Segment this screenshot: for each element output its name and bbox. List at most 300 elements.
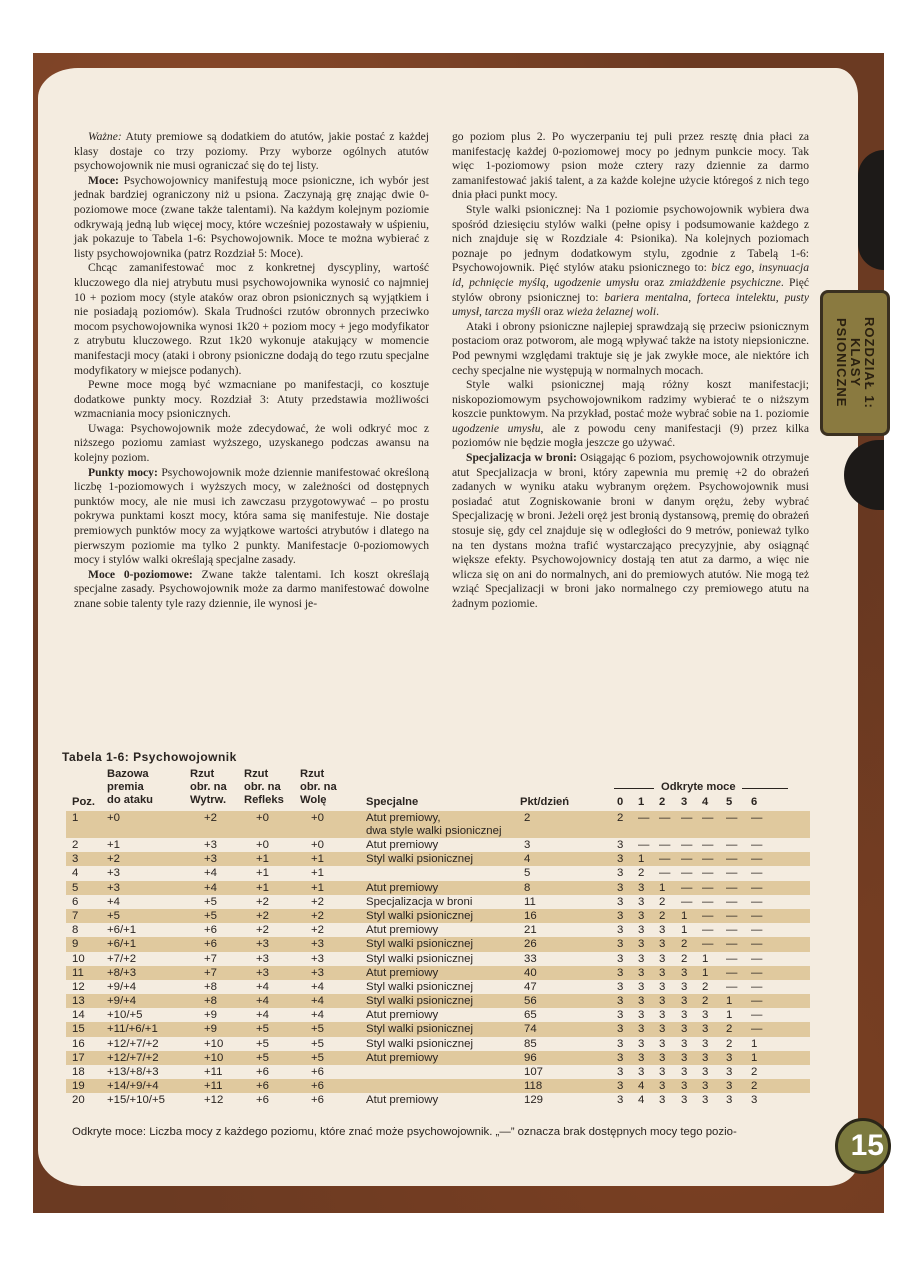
cell-ref: +3 [256,938,269,951]
cell-power-count: 3 [617,881,624,894]
table-row [66,1022,810,1036]
cell-poz: 19 [72,1080,85,1093]
cell-power-count: 3 [702,1094,709,1107]
cell-power-count: 3 [659,980,666,993]
cell-power-count: 3 [617,966,624,979]
header-power-level: 3 [681,796,688,808]
cell-special: Styl walki psionicznej [366,952,473,965]
right-text-column [452,130,809,612]
cell-power-count: 1 [726,1009,733,1022]
table-row [66,1065,810,1079]
cell-power-count: 3 [638,966,645,979]
header-power-level: 4 [702,796,709,808]
paragraph-text: Psychowojownik może dziennie manifestować określoną liczbę 1-poziomowych i wyższych mocy, w zależności od dostępnych punktów mocy, ale nie musi ich zawczasu przygotowywać – po prostu pokrywa punktami koszt mocy, która sama się manifestuje. Nie dostaje premiowych punktów mocy za wyjątkowe wartości atrybutów i dlatego na pierwszym poziomie ma tylko 2 punkty. Manifestacje 0-poziomowych mocy i stylów walki określają specjalne zasady. [74,465,429,567]
table-row [66,994,810,1008]
cell-power-count: — [702,867,714,880]
cell-power-count: — [659,853,671,866]
cell-power-count: 1 [726,995,733,1008]
cell-power-count: — [726,952,738,965]
table-row [66,966,810,980]
table-row [66,1079,810,1093]
cell-will: +0 [311,812,324,824]
cell-power-count: 2 [726,1037,733,1050]
chapter-side-tab [820,290,890,436]
table-row [66,881,810,895]
page-number: 15 [835,1118,891,1174]
cell-power-count: 3 [638,1009,645,1022]
cell-pp: 2 [524,812,531,824]
cell-power-count: 3 [638,909,645,922]
cell-power-count: 3 [617,1051,624,1064]
table-row [66,852,810,866]
cell-poz: 16 [72,1037,85,1050]
cell-power-count: 3 [638,1037,645,1050]
paragraph-text: oraz [639,275,670,289]
table-row [66,952,810,966]
cell-pp: 4 [524,853,531,866]
cell-power-count: — [659,812,671,824]
cell-power-count: — [726,980,738,993]
cell-power-count: — [726,853,738,866]
cell-special: Atut premiowy [366,839,439,851]
cell-power-count: — [702,812,714,824]
paragraph-text: Pewne moce mogą być wzmacniane po manifestacji, co kosztuje dodatkowe punkty mocy. Rozdział 3: Atuty przedstawia możliwości wzmacniania mocy psionicznych. [74,378,429,421]
table-row [66,1037,810,1051]
cell-base: +12/+7/+2 [107,1037,159,1050]
cell-pp: 74 [524,1023,537,1036]
cell-power-count: 3 [702,1023,709,1036]
cell-special: Atut premiowy [366,1009,439,1022]
paragraph [452,378,809,451]
cell-will: +4 [311,1009,324,1022]
cell-power-count: 3 [617,895,624,908]
cell-will: +0 [311,839,324,851]
paragraph-lead: Moce 0-poziomowe: [88,567,193,581]
cell-special: Atut premiowy [366,924,439,937]
cell-power-count: 3 [681,966,688,979]
cell-pp: 40 [524,966,537,979]
paragraph [74,422,429,466]
cell-base: +5 [107,909,120,922]
paragraph-text: Style walki psionicznej mają różny koszt manifestacji; niskopoziomowym psychowojownikom radzimy wybierać te o niższym koszcie punktowym. Na przykład, postać może wybrać sobie na 1. poziomie [452,378,809,421]
cell-poz: 20 [72,1094,85,1107]
cell-power-count: 3 [726,1080,733,1093]
cell-will: +2 [311,924,324,937]
cell-poz: 3 [72,853,79,866]
cell-power-count: — [702,839,714,851]
cell-power-count: — [659,839,671,851]
cell-ref: +6 [256,1066,269,1078]
header-rule [614,788,654,789]
cell-power-count: — [681,895,693,908]
cell-will: +1 [311,881,324,894]
cell-power-count: 3 [638,995,645,1008]
cell-power-count: — [751,980,763,993]
cell-power-count: — [681,867,693,880]
cell-pp: 5 [524,867,531,880]
paragraph-lead: Specjalizacja w broni: [466,451,577,465]
cell-power-count: — [638,812,650,824]
cell-fort: +8 [204,995,217,1008]
cell-power-count: — [726,839,738,851]
cell-poz: 2 [72,839,79,851]
cell-pp: 129 [524,1094,544,1107]
cell-special: Specjalizacja w broni [366,895,473,908]
cell-special: Atut premiowy [366,966,439,979]
cell-pp: 11 [524,895,536,908]
cell-pp: 65 [524,1009,537,1022]
cell-power-count: — [702,938,714,951]
cell-power-count: 3 [659,924,666,937]
header-power-level: 5 [726,796,733,808]
cell-power-count: 1 [681,909,688,922]
cell-power-count: 1 [681,924,688,937]
cell-power-count: — [751,812,763,824]
cell-power-count: 3 [659,952,666,965]
cell-will: +6 [311,1094,324,1107]
cell-power-count: 3 [659,1009,666,1022]
cell-power-count: 3 [617,1009,624,1022]
cell-power-count: 2 [638,867,645,880]
cell-power-count: 2 [751,1066,758,1078]
header-power-level: 0 [617,796,624,808]
cell-power-count: 3 [702,1066,709,1078]
cell-will: +2 [311,909,324,922]
cell-power-count: 3 [681,1094,688,1107]
cell-pp: 107 [524,1066,544,1078]
cell-power-count: 3 [659,938,666,951]
class-table [66,811,810,1108]
cell-power-count: 1 [702,952,709,965]
table-row [66,1051,810,1065]
header-poz: Poz. [72,796,95,808]
cell-power-count: 2 [751,1080,758,1093]
cell-poz: 17 [72,1051,85,1064]
cell-base: +8/+3 [107,966,137,979]
cell-will: +6 [311,1080,324,1093]
cell-power-count: 3 [638,895,645,908]
cell-poz: 10 [72,952,85,965]
claw-ornament [858,150,884,270]
cell-power-count: — [751,938,763,951]
cell-ref: +3 [256,952,269,965]
cell-fort: +12 [204,1094,224,1107]
cell-will: +5 [311,1037,324,1050]
cell-special: Styl walki psionicznej [366,853,473,866]
paragraph-text: , ale z powodu ceny manifestacji (9) przez kilka poziomów nie będzie mogła jeszcze go używać. [452,421,809,450]
cell-power-count: 3 [617,853,624,866]
cell-will: +5 [311,1023,324,1036]
paragraph-text: . Pięć stylów obrony psionicznej to: [452,275,810,304]
cell-power-count: 3 [681,980,688,993]
cell-special: Styl walki psionicznej [366,1023,473,1036]
paragraph-text: Uwaga: Psychowojownik może zdecydować, że woli odkryć moc z niższego poziomu zamiast wyższego, uzyskanego podczas awansu na kolejny poziom. [74,421,429,465]
cell-pp: 26 [524,938,537,951]
cell-power-count: 3 [638,1051,645,1064]
cell-will: +5 [311,1051,324,1064]
cell-poz: 4 [72,867,79,880]
cell-power-count: 3 [659,1023,666,1036]
cell-power-count: — [726,938,738,951]
cell-special: Atut premiowy [366,1094,439,1107]
cell-will: +2 [311,895,324,908]
cell-fort: +10 [204,1037,224,1050]
header-power-level: 2 [659,796,666,808]
cell-base: +15/+10/+5 [107,1094,165,1107]
cell-ref: +0 [256,839,269,851]
cell-power-count: 2 [681,938,688,951]
paragraph-lead: Ważne: [88,130,122,143]
header-base-attack: Bazowa premia do ataku [107,768,154,806]
cell-ref: +4 [256,995,269,1008]
paragraph [74,378,429,422]
cell-power-count: — [751,853,763,866]
cell-power-count: 3 [617,1023,624,1036]
cell-power-count: — [751,924,763,937]
cell-power-count: — [702,881,714,894]
cell-power-count: 3 [617,909,624,922]
cell-ref: +1 [256,867,269,880]
cell-power-count: 3 [681,995,688,1008]
header-rule [742,788,788,789]
cell-special: Styl walki psionicznej [366,938,473,951]
cell-power-count: — [638,839,650,851]
cell-pp: 33 [524,952,537,965]
cell-base: +2 [107,853,120,866]
cell-fort: +10 [204,1051,224,1064]
cell-power-count: — [751,995,763,1008]
table-row [66,866,810,880]
cell-power-count: — [751,839,763,851]
cell-power-count: 1 [638,853,645,866]
cell-ref: +3 [256,966,269,979]
cell-fort: +6 [204,938,217,951]
cell-ref: +1 [256,853,269,866]
cell-power-count: — [681,881,693,894]
cell-power-count: — [726,867,738,880]
cell-power-count: — [726,895,738,908]
table-row [66,937,810,951]
cell-power-count: 2 [702,980,709,993]
cell-pp: 21 [524,924,537,937]
cell-power-count: — [726,924,738,937]
paragraph-lead: Punkty mocy: [88,465,158,479]
cell-poz: 14 [72,1009,85,1022]
cell-power-count: 3 [659,995,666,1008]
paragraph-text: Osiągając 6 poziom, psychowojownik otrzymuje atut Specjalizacja w broni, który zapewnia mu premię +2 do obrażeń zadanych w wyniku ataku wybranym orężem. Psychowojownik musi posiadać atut Zogniskowanie broni w danym orężu, żeby wybrać Specjalizację w broni. Jeżeli oręż jest bronią dystansową, premię do obrażeń stosuje się, gdy cel znajduje się w odległości do 9 metrów, ponieważ tylko na ten dystans można trafić wystarczająco precyzyjnie, aby osiągnąć większe efekty. Psychowojownicy dostają ten atut za darmo, a więc nie wlicza się on ani do normalnych, ani do premiowych atutów. Nie mogą też wziąć Specjalizacji w broni jako normalnego czy premiowego atutu na żadnym poziomie. [452,451,809,610]
cell-will: +1 [311,853,324,866]
italic-term: bariera mentalna, forteca intelektu, pusty umysł, tarcza myśli [452,290,809,319]
cell-base: +9/+4 [107,995,137,1008]
table-row [66,895,810,909]
cell-will: +1 [311,867,324,880]
cell-power-count: 3 [617,1066,624,1078]
cell-power-count: — [726,881,738,894]
cell-power-count: 3 [702,1037,709,1050]
paragraph-text: Psychowojownicy manifestują moce psioniczne, ich wybór jest jednak bardziej ograniczony niż u psiona. Zaczynają grę znając dwie 0-poziomowe moce (zwane także talentami). Na każdym kolejnym poziomie odkrywają jedną lub więcej mocy, które wcześniej pozostawały w uśpieniu, jak pokazuje to Tabela 1-6: Psychowojownik. Moce te można wybierać z listy psychowojownika (patrz Rozdział 5: Moce). [74,173,429,260]
header-power-points: Pkt/dzień [520,796,570,808]
cell-poz: 13 [72,995,85,1008]
paragraph [452,130,809,203]
cell-power-count: 3 [659,1051,666,1064]
table-footnote: Odkryte moce: Liczba mocy z każdego poziomu, które znać może psychowojownik. „—” oznacza brak dostępnych mocy tego pozio- [72,1126,737,1138]
cell-power-count: 3 [659,1080,666,1093]
cell-base: +3 [107,881,120,894]
cell-base: +3 [107,867,120,880]
cell-poz: 8 [72,924,79,937]
paragraph-text: . [656,305,659,319]
cell-power-count: — [702,895,714,908]
cell-base: +6/+1 [107,924,137,937]
cell-power-count: 1 [659,881,666,894]
cell-power-count: 3 [617,839,624,851]
cell-pp: 3 [524,839,531,851]
paragraph [74,568,429,612]
cell-power-count: — [681,853,693,866]
cell-power-count: 3 [681,1037,688,1050]
cell-power-count: 2 [726,1023,733,1036]
cell-power-count: 3 [617,924,624,937]
cell-power-count: 3 [617,867,624,880]
cell-ref: +6 [256,1094,269,1107]
cell-power-count: — [726,812,738,824]
cell-base: +7/+2 [107,952,137,965]
cell-power-count: 3 [617,1037,624,1050]
table-row [66,1008,810,1022]
cell-base: +0 [107,812,120,824]
cell-pp: 8 [524,881,531,894]
cell-ref: +4 [256,980,269,993]
cell-fort: +5 [204,895,217,908]
cell-fort: +3 [204,853,217,866]
cell-base: +14/+9/+4 [107,1080,159,1093]
table-row [66,980,810,994]
cell-ref: +5 [256,1037,269,1050]
cell-power-count: 3 [638,1023,645,1036]
cell-power-count: — [702,853,714,866]
cell-fort: +11 [204,1080,223,1093]
cell-power-count: 3 [751,1094,758,1107]
cell-will: +6 [311,1066,324,1078]
cell-fort: +4 [204,867,217,880]
cell-pp: 96 [524,1051,537,1064]
cell-power-count: 2 [702,995,709,1008]
cell-fort: +7 [204,952,217,965]
cell-poz: 7 [72,909,79,922]
cell-power-count: 3 [726,1051,733,1064]
paragraph-lead: Moce: [88,173,119,187]
italic-term: bicz ego, insynuacja id, pchnięcie myślą, ugodzenie umysłu [452,261,810,289]
cell-base: +13/+8/+3 [107,1066,159,1078]
table-title: Tabela 1-6: Psychowojownik [62,750,237,764]
cell-fort: +5 [204,909,217,922]
paragraph-text: go poziom plus 2. Po wyczerpaniu tej puli przez resztę dnia płaci za manifestację każdej 0-poziomowej mocy po jednym punkcie mocy. Tak więc 1-poziomowy psion może cztery razy dziennie za darmo zamanifestować jakiś talent, a za każde kolejne użycie któregoś z nich tego dnia płaci punkt mocy. [452,130,809,202]
cell-special: Styl walki psionicznej [366,980,473,993]
cell-power-count: 1 [702,966,709,979]
cell-power-count: 3 [617,1094,624,1107]
cell-power-count: — [751,867,763,880]
cell-power-count: — [726,966,738,979]
paragraph-text: Ataki i obrony psioniczne najlepiej sprawdzają się przeciw psionicznym postaciom oraz potworom, ale mogą wpływać także na istoty niepsioniczne. Pod pewnymi względami traktuje się je jak zwykłe moce, ale niektóre ich cechy specjalne nie występują w normalnych mocach. [452,319,809,377]
cell-fort: +2 [204,812,217,824]
cell-fort: +3 [204,839,217,851]
cell-power-count: 2 [659,895,666,908]
table-row [66,909,810,923]
paragraph-text: Chcąc zamanifestować moc z konkretnej dyscypliny, wartość kluczowego dla niej atrybutu musi psychowojownika wynosić co najmniej 10 + poziom mocy (style ataków oraz obron psionicznych są wyjątkiem i nie posiadają poziomów). Skala Trudności rzutów obronnych przeciwko mocom psychowojownika wynosi 1k20 + poziom mocy + jego modyfikator z atrybutu kluczowego. Rzut 1k20 wykonuje atakujący w momencie manifestacji mocy (ataki i obrony psioniczne dodają do tego rzutu specjalne modyfikatory w miejsce podanych). [74,261,429,377]
cell-power-count: — [702,909,714,922]
header-powers-known: Odkryte moce [661,781,736,793]
cell-power-count: 3 [638,980,645,993]
cell-fort: +4 [204,881,217,894]
cell-base: +6/+1 [107,938,137,951]
cell-power-count: 3 [681,1051,688,1064]
cell-ref: +2 [256,895,269,908]
cell-poz: 15 [72,1023,85,1036]
paragraph [74,174,429,262]
cell-base: +10/+5 [107,1009,143,1022]
cell-ref: +2 [256,924,269,937]
cell-power-count: — [751,881,763,894]
cell-will: +3 [311,966,324,979]
header-power-level: 6 [751,796,758,808]
cell-power-count: 4 [638,1094,645,1107]
paragraph-text: Zwane także talentami. Ich koszt określają specjalne zasady. Psychowojownik może za darmo manifestować dowolne znane sobie talenty tyle razy dziennie, ile wynosi je- [74,567,429,610]
cell-power-count: 3 [617,952,624,965]
paragraph [74,261,429,378]
cell-base: +11/+6/+1 [107,1023,158,1036]
cell-power-count: — [702,924,714,937]
italic-term: wieża żelaznej woli [566,305,657,319]
cell-ref: +0 [256,812,269,824]
cell-base: +4 [107,895,120,908]
cell-will: +3 [311,938,324,951]
cell-power-count: 3 [726,1066,733,1078]
table-row [66,1093,810,1107]
paragraph [452,320,809,378]
cell-ref: +2 [256,909,269,922]
cell-special: Styl walki psionicznej [366,1037,473,1050]
cell-power-count: 3 [681,1023,688,1036]
cell-power-count: 3 [702,1080,709,1093]
cell-pp: 85 [524,1037,537,1050]
cell-power-count: 3 [638,881,645,894]
cell-power-count: — [751,895,763,908]
cell-ref: +4 [256,1009,269,1022]
cell-power-count: 3 [617,980,624,993]
cell-base: +12/+7/+2 [107,1051,159,1064]
cell-power-count: 3 [726,1094,733,1107]
cell-poz: 5 [72,881,79,894]
table-row [66,811,810,838]
cell-power-count: 3 [638,952,645,965]
paragraph [74,466,429,568]
cell-base: +9/+4 [107,980,137,993]
cell-fort: +7 [204,966,217,979]
cell-power-count: 3 [638,924,645,937]
header-fort-save: Rzut obr. na Wytrw. [190,768,227,806]
cell-power-count: 3 [702,1009,709,1022]
paragraph [452,451,809,612]
cell-poz: 11 [72,966,84,979]
cell-poz: 9 [72,938,79,951]
cell-special: Atut premiowy [366,881,439,894]
cell-special: Atut premiowy, [366,812,441,824]
cell-power-count: — [751,1023,763,1036]
cell-power-count: 3 [659,1037,666,1050]
table-row [66,838,810,852]
paragraph [452,203,809,320]
header-ref-save: Rzut obr. na Refleks [244,768,284,806]
